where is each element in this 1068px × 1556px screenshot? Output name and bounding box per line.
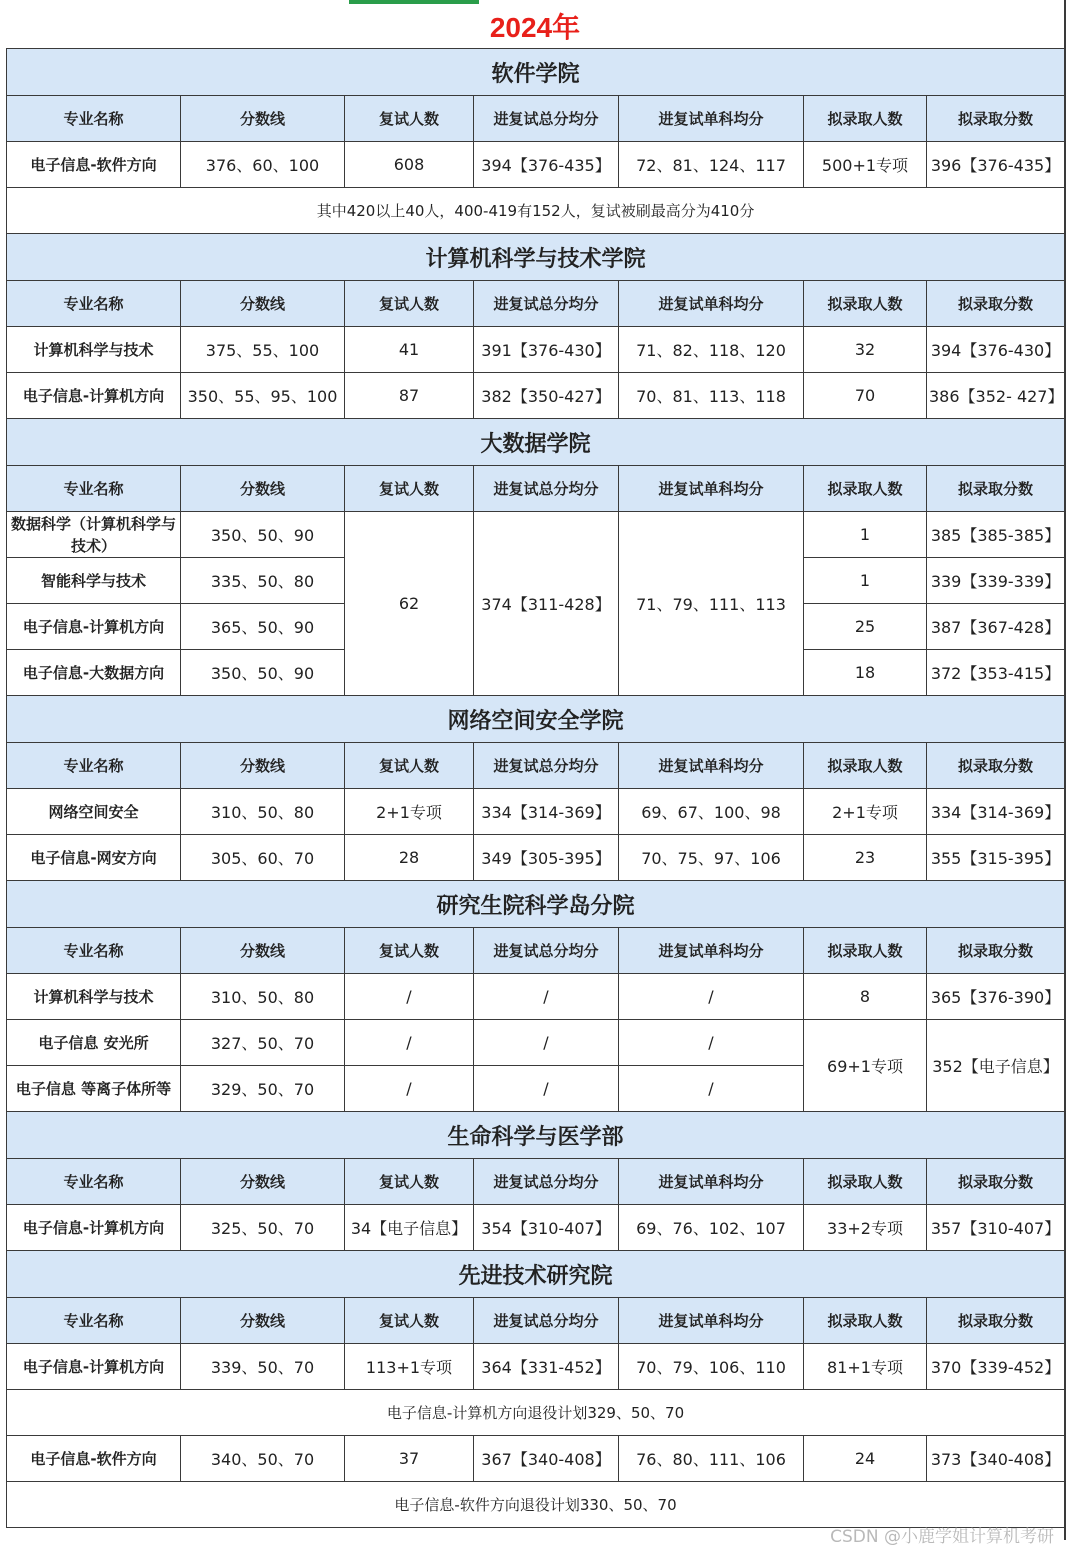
section-title: 研究生院科学岛分院	[7, 881, 1065, 928]
col-header-admit-count: 拟录取人数	[804, 1159, 927, 1205]
major-cell: 电子信息-大数据方向	[7, 650, 181, 696]
retest-count-cell: 34【电子信息】	[345, 1205, 474, 1251]
section-note: 其中420以上40人，400-419有152人，复试被刷最高分为410分	[7, 188, 1065, 234]
major-cell: 电子信息-软件方向	[7, 142, 181, 188]
cutoff-cell: 365、50、90	[181, 604, 345, 650]
total-avg-cell: 364【331-452】	[474, 1344, 619, 1390]
col-header-subject-avg: 进复试单科均分	[619, 466, 804, 512]
table-row	[7, 373, 1065, 419]
major-cell: 电子信息-计算机方向	[7, 604, 181, 650]
total-avg-cell: 391【376-430】	[474, 327, 619, 373]
admit-count-merged-cell: 69+1专项	[804, 1020, 927, 1112]
retest-count-cell: 41	[345, 327, 474, 373]
total-avg-cell: /	[474, 1020, 619, 1066]
total-avg-cell: /	[474, 974, 619, 1020]
col-header-total-avg: 进复试总分均分	[474, 281, 619, 327]
major-cell: 电子信息-计算机方向	[7, 373, 181, 419]
cutoff-cell: 325、50、70	[181, 1205, 345, 1251]
admit-score-cell: 387【367-428】	[927, 604, 1065, 650]
admit-count-cell: 8	[804, 974, 927, 1020]
admit-count-cell: 18	[804, 650, 927, 696]
col-header-admit-score: 拟录取分数	[927, 1298, 1065, 1344]
col-header-total-avg: 进复试总分均分	[474, 96, 619, 142]
col-header-admit-score: 拟录取分数	[927, 281, 1065, 327]
cutoff-cell: 305、60、70	[181, 835, 345, 881]
total-avg-cell: 382【350-427】	[474, 373, 619, 419]
subject-avg-cell: 69、76、102、107	[619, 1205, 804, 1251]
table-row	[7, 1436, 1065, 1482]
major-cell: 电子信息-软件方向	[7, 1436, 181, 1482]
col-header-subject-avg: 进复试单科均分	[619, 928, 804, 974]
admit-score-cell: 385【385-385】	[927, 512, 1065, 558]
retest-count-cell: 37	[345, 1436, 474, 1482]
admit-count-cell: 32	[804, 327, 927, 373]
admit-count-cell: 1	[804, 558, 927, 604]
table-row	[7, 1020, 1065, 1066]
cutoff-cell: 327、50、70	[181, 1020, 345, 1066]
major-cell: 数据科学（计算机科学与技术）	[7, 512, 181, 558]
cutoff-cell: 350、50、90	[181, 650, 345, 696]
col-header-cutoff: 分数线	[181, 96, 345, 142]
table-row	[7, 327, 1065, 373]
retest-count-merged-cell: 62	[345, 512, 474, 696]
major-cell: 计算机科学与技术	[7, 327, 181, 373]
cutoff-cell: 350、50、90	[181, 512, 345, 558]
col-header-major: 专业名称	[7, 743, 181, 789]
subject-avg-cell: 70、79、106、110	[619, 1344, 804, 1390]
subject-avg-cell: /	[619, 1020, 804, 1066]
admit-count-cell: 25	[804, 604, 927, 650]
col-header-subject-avg: 进复试单科均分	[619, 96, 804, 142]
total-avg-cell: 354【310-407】	[474, 1205, 619, 1251]
major-cell: 智能科学与技术	[7, 558, 181, 604]
col-header-cutoff: 分数线	[181, 466, 345, 512]
admit-score-cell: 396【376-435】	[927, 142, 1065, 188]
retest-count-cell: /	[345, 1020, 474, 1066]
admit-count-cell: 81+1专项	[804, 1344, 927, 1390]
retest-count-cell: 87	[345, 373, 474, 419]
admit-score-cell: 357【310-407】	[927, 1205, 1065, 1251]
major-cell: 电子信息 等离子体所等	[7, 1066, 181, 1112]
admit-score-cell: 394【376-430】	[927, 327, 1065, 373]
admit-count-cell: 23	[804, 835, 927, 881]
admit-score-cell: 370【339-452】	[927, 1344, 1065, 1390]
major-cell: 电子信息-计算机方向	[7, 1344, 181, 1390]
col-header-major: 专业名称	[7, 466, 181, 512]
cutoff-cell: 335、50、80	[181, 558, 345, 604]
section-note: 电子信息-计算机方向退役计划329、50、70	[7, 1390, 1065, 1436]
cutoff-cell: 350、55、95、100	[181, 373, 345, 419]
total-avg-cell: /	[474, 1066, 619, 1112]
col-header-cutoff: 分数线	[181, 281, 345, 327]
section-note: 电子信息-软件方向退役计划330、50、70	[7, 1482, 1065, 1528]
retest-count-cell: 113+1专项	[345, 1344, 474, 1390]
cutoff-cell: 376、60、100	[181, 142, 345, 188]
col-header-subject-avg: 进复试单科均分	[619, 281, 804, 327]
section-title: 先进技术研究院	[7, 1251, 1065, 1298]
section-title: 生命科学与医学部	[7, 1112, 1065, 1159]
col-header-major: 专业名称	[7, 96, 181, 142]
major-cell: 计算机科学与技术	[7, 974, 181, 1020]
admit-score-cell: 355【315-395】	[927, 835, 1065, 881]
col-header-admit-count: 拟录取人数	[804, 928, 927, 974]
subject-avg-cell: 71、82、118、120	[619, 327, 804, 373]
col-header-retest-count: 复试人数	[345, 928, 474, 974]
cutoff-cell: 340、50、70	[181, 1436, 345, 1482]
col-header-retest-count: 复试人数	[345, 743, 474, 789]
col-header-total-avg: 进复试总分均分	[474, 928, 619, 974]
col-header-total-avg: 进复试总分均分	[474, 466, 619, 512]
table-row	[7, 835, 1065, 881]
section-title: 网络空间安全学院	[7, 696, 1065, 743]
cutoff-cell: 339、50、70	[181, 1344, 345, 1390]
admit-count-cell: 1	[804, 512, 927, 558]
retest-count-cell: /	[345, 1066, 474, 1112]
col-header-retest-count: 复试人数	[345, 96, 474, 142]
total-avg-cell: 349【305-395】	[474, 835, 619, 881]
retest-count-cell: 608	[345, 142, 474, 188]
col-header-major: 专业名称	[7, 1298, 181, 1344]
col-header-cutoff: 分数线	[181, 1298, 345, 1344]
col-header-admit-score: 拟录取分数	[927, 1159, 1065, 1205]
cutoff-cell: 310、50、80	[181, 789, 345, 835]
total-avg-cell: 367【340-408】	[474, 1436, 619, 1482]
page-title: 2024年	[489, 12, 581, 43]
admit-count-cell: 500+1专项	[804, 142, 927, 188]
admit-count-cell: 24	[804, 1436, 927, 1482]
col-header-total-avg: 进复试总分均分	[474, 1159, 619, 1205]
major-cell: 网络空间安全	[7, 789, 181, 835]
col-header-cutoff: 分数线	[181, 928, 345, 974]
retest-count-cell: 2+1专项	[345, 789, 474, 835]
col-header-admit-count: 拟录取人数	[804, 1298, 927, 1344]
cutoff-cell: 329、50、70	[181, 1066, 345, 1112]
col-header-admit-count: 拟录取人数	[804, 743, 927, 789]
col-header-major: 专业名称	[7, 928, 181, 974]
total-avg-cell: 394【376-435】	[474, 142, 619, 188]
admit-score-merged-cell: 352【电子信息】	[927, 1020, 1065, 1112]
col-header-retest-count: 复试人数	[345, 1298, 474, 1344]
total-avg-merged-cell: 374【311-428】	[474, 512, 619, 696]
subject-avg-cell: 70、81、113、118	[619, 373, 804, 419]
major-cell: 电子信息 安光所	[7, 1020, 181, 1066]
admit-score-cell: 372【353-415】	[927, 650, 1065, 696]
col-header-cutoff: 分数线	[181, 1159, 345, 1205]
table-row	[7, 1205, 1065, 1251]
table-row	[7, 789, 1065, 835]
admit-score-cell: 334【314-369】	[927, 789, 1065, 835]
subject-avg-cell: 72、81、124、117	[619, 142, 804, 188]
col-header-cutoff: 分数线	[181, 743, 345, 789]
admit-score-cell: 386【352- 427】	[927, 373, 1065, 419]
table-row	[7, 974, 1065, 1020]
cutoff-cell: 310、50、80	[181, 974, 345, 1020]
watermark: CSDN @小鹿学姐计算机考研	[830, 1527, 1054, 1547]
admission-table	[6, 48, 1065, 1528]
col-header-total-avg: 进复试总分均分	[474, 743, 619, 789]
col-header-major: 专业名称	[7, 1159, 181, 1205]
col-header-admit-score: 拟录取分数	[927, 928, 1065, 974]
col-header-major: 专业名称	[7, 281, 181, 327]
total-avg-cell: 334【314-369】	[474, 789, 619, 835]
section-title: 计算机科学与技术学院	[7, 234, 1065, 281]
admit-count-cell: 33+2专项	[804, 1205, 927, 1251]
major-cell: 电子信息-计算机方向	[7, 1205, 181, 1251]
subject-avg-cell: 69、67、100、98	[619, 789, 804, 835]
col-header-subject-avg: 进复试单科均分	[619, 1159, 804, 1205]
col-header-admit-count: 拟录取人数	[804, 281, 927, 327]
col-header-subject-avg: 进复试单科均分	[619, 743, 804, 789]
col-header-admit-count: 拟录取人数	[804, 466, 927, 512]
table-row	[7, 512, 1065, 558]
admit-score-cell: 365【376-390】	[927, 974, 1065, 1020]
col-header-total-avg: 进复试总分均分	[474, 1298, 619, 1344]
col-header-retest-count: 复试人数	[345, 466, 474, 512]
major-cell: 电子信息-网安方向	[7, 835, 181, 881]
score-sheet	[6, 0, 1066, 1540]
table-row	[7, 1344, 1065, 1390]
section-title: 软件学院	[7, 49, 1065, 96]
section-title: 大数据学院	[7, 419, 1065, 466]
col-header-admit-count: 拟录取人数	[804, 96, 927, 142]
col-header-retest-count: 复试人数	[345, 1159, 474, 1205]
retest-count-cell: /	[345, 974, 474, 1020]
admit-count-cell: 70	[804, 373, 927, 419]
admit-score-cell: 373【340-408】	[927, 1436, 1065, 1482]
col-header-admit-score: 拟录取分数	[927, 466, 1065, 512]
table-row	[7, 142, 1065, 188]
subject-avg-merged-cell: 71、79、111、113	[619, 512, 804, 696]
col-header-admit-score: 拟录取分数	[927, 743, 1065, 789]
col-header-retest-count: 复试人数	[345, 281, 474, 327]
admit-score-cell: 339【339-339】	[927, 558, 1065, 604]
col-header-subject-avg: 进复试单科均分	[619, 1298, 804, 1344]
subject-avg-cell: 70、75、97、106	[619, 835, 804, 881]
subject-avg-cell: /	[619, 1066, 804, 1112]
retest-count-cell: 28	[345, 835, 474, 881]
subject-avg-cell: 76、80、111、106	[619, 1436, 804, 1482]
col-header-admit-score: 拟录取分数	[927, 96, 1065, 142]
subject-avg-cell: /	[619, 974, 804, 1020]
admit-count-cell: 2+1专项	[804, 789, 927, 835]
cutoff-cell: 375、55、100	[181, 327, 345, 373]
